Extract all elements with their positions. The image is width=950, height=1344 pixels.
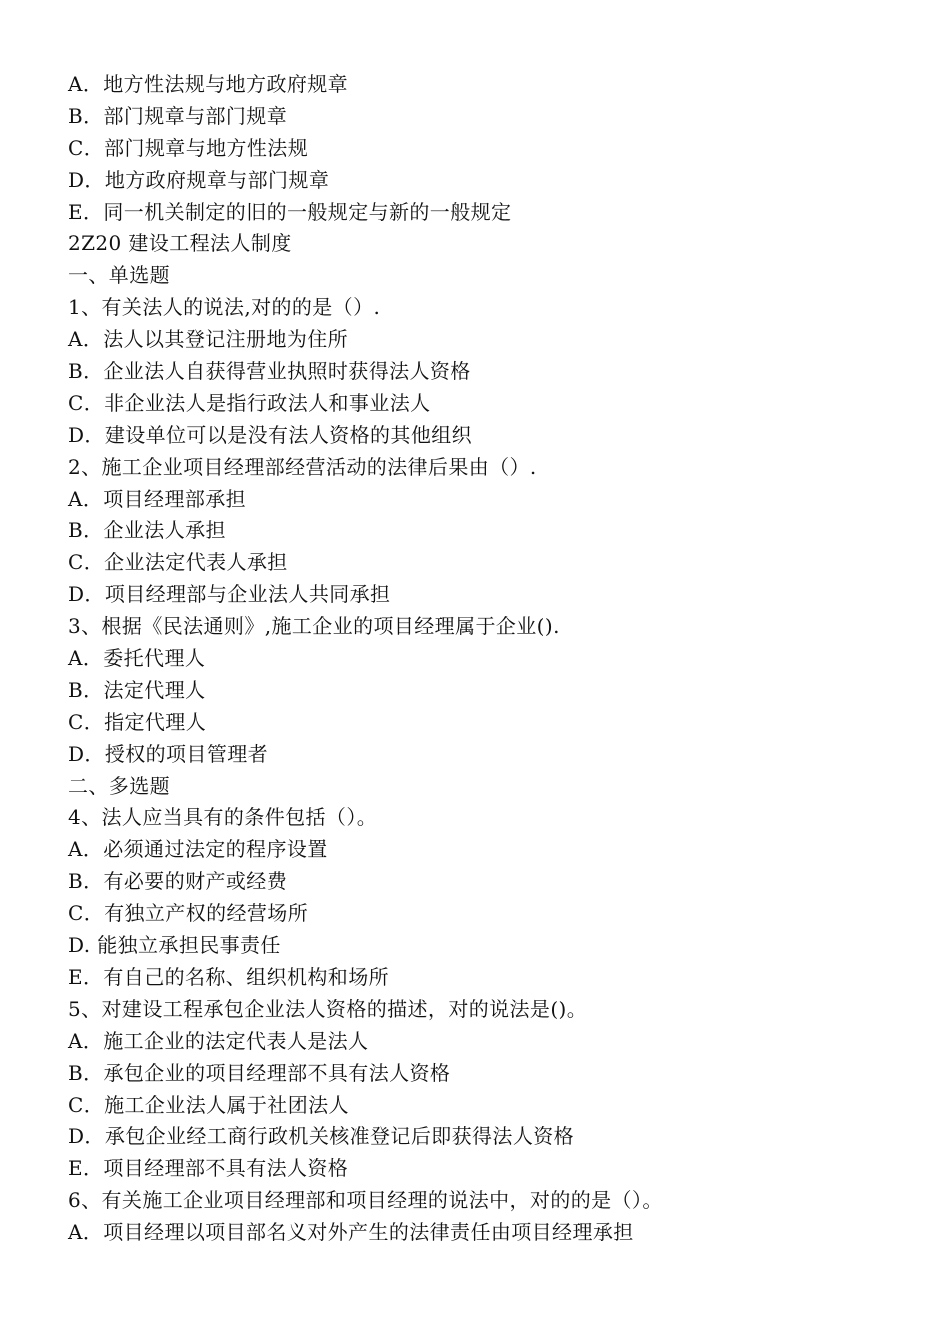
option-line: B．企业法人承担 — [68, 518, 226, 543]
section-title: 2Z20 建设工程法人制度 — [68, 231, 292, 256]
option-line: D．建设单位可以是没有法人资格的其他组织 — [68, 422, 473, 447]
question-line: 3、根据《民法通则》,施工企业的项目经理属于企业(). — [68, 614, 560, 639]
question-line: 6、有关施工企业项目经理部和项目经理的说法中，对的的是（）。 — [68, 1188, 663, 1213]
option-line: D．承包企业经工商行政机关核准登记后即获得法人资格 — [68, 1124, 575, 1149]
option-line: D. 能独立承担民事责任 — [68, 933, 281, 958]
question-line: 5、对建设工程承包企业法人资格的描述，对的说法是()。 — [68, 996, 588, 1021]
question-line: 2、施工企业项目经理部经营活动的法律后果由（）. — [68, 454, 537, 479]
option-line: B．部门规章与部门规章 — [68, 103, 288, 128]
subsection-heading: 一、单选题 — [68, 263, 170, 288]
option-line: D．授权的项目管理者 — [68, 741, 269, 766]
option-line: B．承包企业的项目经理部不具有法人资格 — [68, 1060, 451, 1085]
question-line: 4、法人应当具有的条件包括（）。 — [68, 805, 378, 830]
option-line: E．同一机关制定的旧的一般规定与新的一般规定 — [68, 199, 512, 224]
option-line: E．项目经理部不具有法人资格 — [68, 1156, 349, 1181]
option-line: D．项目经理部与企业法人共同承担 — [68, 582, 391, 607]
question-line: 1、有关法人的说法,对的的是（）. — [68, 295, 381, 320]
option-line: C．部门规章与地方性法规 — [68, 135, 309, 160]
option-line: B．法定代理人 — [68, 677, 206, 702]
option-line: C．有独立产权的经营场所 — [68, 901, 309, 926]
option-line: B．企业法人自获得营业执照时获得法人资格 — [68, 359, 471, 384]
option-line: C．企业法定代表人承担 — [68, 550, 288, 575]
option-line: D．地方政府规章与部门规章 — [68, 167, 330, 192]
option-line: A．法人以其登记注册地为住所 — [68, 327, 349, 352]
option-line: C．施工企业法人属于社团法人 — [68, 1092, 349, 1117]
option-line: B．有必要的财产或经费 — [68, 869, 288, 894]
option-line: E．有自己的名称、组织机构和场所 — [68, 964, 389, 989]
option-line: C．指定代理人 — [68, 709, 207, 734]
option-line: A．必须通过法定的程序设置 — [68, 837, 328, 862]
option-line: A．地方性法规与地方政府规章 — [68, 72, 349, 96]
option-line: A．施工企业的法定代表人是法人 — [68, 1028, 369, 1053]
subsection-heading: 二、多选题 — [68, 773, 170, 798]
document-body — [68, 69, 928, 1249]
option-line: A．项目经理以项目部名义对外产生的法律责任由项目经理承担 — [68, 1220, 634, 1245]
option-line: C．非企业法人是指行政法人和事业法人 — [68, 390, 431, 415]
option-line: A．项目经理部承担 — [68, 486, 247, 511]
option-line: A．委托代理人 — [68, 646, 206, 671]
